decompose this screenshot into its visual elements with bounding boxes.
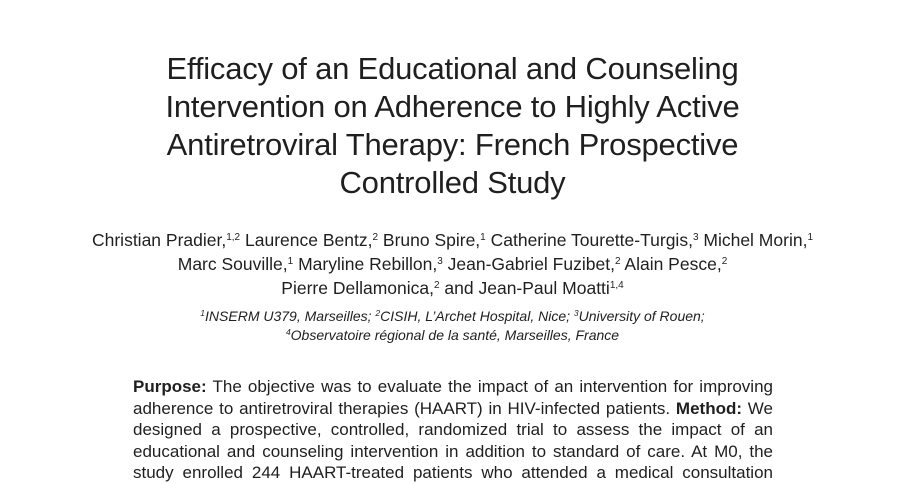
author-name: Catherine Tourette-Turgis, — [490, 230, 693, 250]
affiliation-line — [0, 307, 905, 326]
abstract-line: educational and counseling intervention in addition to standard of care. At M0, the — [133, 441, 773, 461]
title-line: Efficacy of an Educational and Counseling — [166, 51, 739, 86]
abstract-text: We — [742, 398, 773, 418]
author-affil-marker: 1 — [480, 232, 486, 243]
author-affil-marker: 1,4 — [609, 280, 624, 291]
abstract-text: The objective was to evaluate the impact of an intervention for improving — [206, 377, 773, 396]
title-line: Controlled Study — [339, 165, 566, 200]
author-name: Pierre Dellamonica, — [281, 278, 434, 298]
author-name: Michel Morin, — [703, 230, 808, 250]
author-affil-marker: 2 — [721, 256, 728, 267]
affil-marker: 1 — [200, 308, 206, 318]
author-affil-marker: 3 — [692, 232, 699, 243]
affil-marker: 3 — [573, 308, 579, 318]
affiliations — [0, 307, 905, 345]
title-line: Antiretroviral Therapy: French Prospective — [166, 127, 739, 162]
abstract-line — [133, 376, 773, 398]
method-label: Method: — [675, 398, 743, 418]
author-name: and Jean-Paul Moatti — [444, 278, 610, 298]
author-name: Bruno Spire, — [382, 230, 481, 250]
author-name: Maryline Rebillon, — [298, 254, 438, 274]
abstract-text: adherence to antiretroviral therapies (HAART) in HIV-infected patients. — [133, 398, 676, 418]
affiliation: University of Rouen; — [578, 308, 705, 324]
author-affil-marker: 1,2 — [226, 232, 241, 243]
author-affil-marker: 1 — [807, 232, 813, 243]
author-name: Marc Souville, — [177, 254, 288, 274]
paper-title — [0, 50, 905, 202]
author-name: Laurence Bentz, — [245, 230, 373, 250]
abstract-line: designed a prospective, controlled, randomized trial to assess the impact of an — [133, 420, 773, 439]
affiliation-line — [0, 326, 905, 345]
author-affil-marker: 2 — [614, 256, 621, 267]
title-line: Intervention on Adherence to Highly Active — [165, 89, 740, 124]
author-affil-marker: 1 — [287, 256, 294, 267]
affiliation: CISIH, L’Archet Hospital, Nice; — [380, 308, 574, 324]
abstract-line: study enrolled 244 HAART-treated patients who attended a medical consultation — [133, 463, 773, 482]
author-name: Jean-Gabriel Fuzibet, — [447, 254, 615, 274]
affiliation: INSERM U379, Marseilles; — [205, 308, 376, 324]
affil-marker: 2 — [375, 308, 381, 318]
author-name: Christian Pradier, — [91, 230, 227, 250]
affil-marker: 4 — [285, 327, 291, 337]
author-line — [0, 228, 905, 252]
affiliation: Observatoire régional de la santé, Marseilles, France — [290, 327, 620, 343]
author-affil-marker: 2 — [372, 232, 379, 243]
author-line — [0, 276, 905, 300]
abstract-line — [133, 398, 773, 420]
author-affil-marker: 3 — [437, 256, 443, 267]
author-list — [0, 228, 905, 300]
abstract — [133, 376, 773, 484]
purpose-label: Purpose: — [133, 377, 207, 396]
author-name: Alain Pesce, — [624, 254, 722, 274]
author-affil-marker: 2 — [433, 280, 440, 291]
author-line — [0, 252, 905, 276]
